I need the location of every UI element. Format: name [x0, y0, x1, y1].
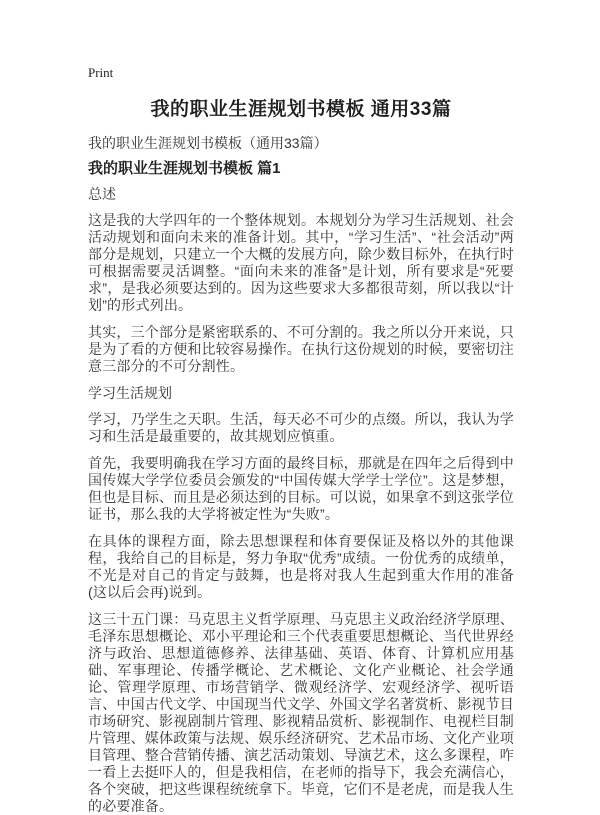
paragraph-degree-goal: 首先，我要明确我在学习方面的最终目标，那就是在四年之后得到中国传媒大学学位委员会颁发的“中国传媒大学学士学位”。这是梦想，但也是目标、而且是必须达到的目标。可以说，如果拿不到这张学位证书，那么我的大学将被定性为“失败”。: [88, 455, 514, 522]
print-button[interactable]: Print: [88, 65, 114, 80]
article-subtitle: 我的职业生涯规划书模板（通用33篇）: [88, 135, 328, 151]
paragraph-course-list: 这三十五门课：马克思主义哲学原理、马克思主义政治经济学原理、毛泽东思想概论、邓小平理论和三个代表重要思想概论、当代世界经济与政治、思想道德修养、法律基础、英语、体育、计算机应用基础、军事理论、传播学概论、艺术概论、文化产业概论、社会学通论、管理学原理、市场营销学、微观经济学、宏观经济学、视听语言、中国古代文学、中国现当代文学、外国文学名著赏析、影视节目市场研究、影视剧制片管理、影视精品赏析、影视制作、电视栏目制片管理、媒体政策与法规、娱乐经济研究、艺术品市场、文化产业项目管理、整合营销传播、演艺活动策划、导演艺术，这么多课程，咋一看上去挺吓人的，但是我相信，在老师的指导下，我会充满信心，各个突破，把这些课程统统拿下。毕竟，它们不是老虎，而是我人生的必要准备。: [88, 611, 514, 814]
section-heading-study-life-plan: 学习生活规划: [88, 385, 172, 401]
paragraph-overall-plan: 这是我的大学四年的一个整体规划。本规划分为学习生活规划、社会活动规划和面向未来的准备计划。其中，“学习生活”、“社会活动”两部分是规划，只建立一个大概的发展方向，除少数目标外，在执行时可根据需要灵活调整。“面向未来的准备”是计划，所有要求是“死要求”，是我必须要达到的。因为这些要求大多都很苛刻，所以我以“计划”的形式列出。: [88, 212, 514, 313]
page-title: 我的职业生涯规划书模板 通用33篇: [150, 99, 452, 120]
paragraph-study-life: 学习，乃学生之天职。生活，每天必不可少的点缀。所以，我认为学习和生活是最重要的，故其规划应慎重。: [88, 411, 514, 444]
part-1-heading: 我的职业生涯规划书模板 篇1: [88, 160, 281, 177]
section-heading-overview: 总述: [88, 186, 116, 202]
paragraph-three-parts: 其实，三个部分是紧密联系的、不可分割的。我之所以分开来说，只是为了看的方便和比较容易操作。在执行这份规划的时候，要密切注意三部分的不可分割性。: [88, 324, 514, 374]
paragraph-course-goal: 在具体的课程方面，除去思想课程和体育要保证及格以外的其他课程，我给自己的目标是，努力争取“优秀”成绩。一份优秀的成绩单，不光是对自己的肯定与鼓舞，也是将对我人生起到重大作用的准备(这以后会再)说到。: [88, 533, 514, 600]
